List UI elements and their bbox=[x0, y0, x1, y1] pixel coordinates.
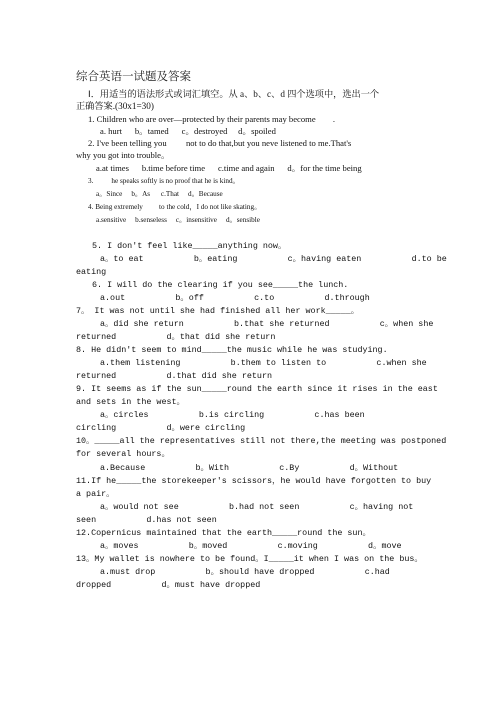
question-7-options-cont: returned d。that did she return bbox=[76, 332, 276, 342]
question-3-text: 3. he speaks softly is no proof that he is kind。 bbox=[88, 177, 240, 185]
question-10-options: a.Because b。With c.By d。Without bbox=[100, 463, 399, 473]
question-1-options: a. hurt b。tamed c。destroyed d。spoiled bbox=[100, 126, 276, 136]
question-2-text: 2. I've been telling you not to do that,but you neve listened to me.That's bbox=[88, 138, 352, 148]
question-13-text: 13。My wallet is nowhere to be found。I_____it when I was on the bus。 bbox=[76, 554, 423, 564]
question-5-text: 5. I don't feel like_____anything now。 bbox=[92, 241, 287, 251]
question-8-options-cont: returned d.that did she return bbox=[76, 371, 273, 381]
question-2-text-cont: why you got into trouble。 bbox=[76, 150, 170, 160]
section-header-line1: Ⅰ．用适当的语法形式或词汇填空。从 a、b、c、d 四个选项中，选出一个 bbox=[88, 89, 380, 99]
question-4-options: a.sensitive b.senseless c。insensitive d。sensible bbox=[96, 216, 260, 224]
question-7-options: a。did she return b.that she returned c。when she bbox=[100, 319, 434, 329]
question-9-options: a。circles b.is circling c.has been bbox=[100, 410, 365, 420]
section-header-line2: 正确答案.(30x1=30) bbox=[76, 101, 154, 111]
question-8-text: 8. He didn't seem to mind_____the music while he was studying. bbox=[76, 345, 388, 355]
question-10-text-cont: for several hours。 bbox=[76, 449, 170, 459]
question-12-options: a。moves b。moved c.moving d。move bbox=[100, 541, 402, 551]
question-6-text: 6. I will do the clearing if you see_____the lunch. bbox=[92, 280, 349, 290]
question-3-options: a。Since b。As c.That d。Because bbox=[96, 190, 223, 198]
question-8-options: a.them listening b.them to listen to c.when she bbox=[100, 358, 427, 368]
question-5-options: a。to eat b。eating c。having eaten d.to be bbox=[100, 254, 447, 264]
page-title: 综合英语一试题及答案 bbox=[76, 69, 191, 83]
question-2-options: a.at times b.time before time c.time and again d。for the time being bbox=[96, 163, 362, 173]
question-1-text: 1. Children who are over—protected by their parents may become . bbox=[88, 114, 335, 124]
question-9-text: 9. It seems as if the sun_____round the earth since it rises in the east bbox=[76, 384, 438, 394]
question-9-text-cont: and sets in the west。 bbox=[76, 397, 185, 407]
question-12-text: 12.Copernicus maintained that the earth_____round the sun。 bbox=[76, 528, 371, 538]
question-5-options-cont: eating bbox=[76, 267, 107, 277]
question-11-options: a。would not see b.had not seen c。having not bbox=[100, 502, 414, 512]
question-6-options: a.out b。off c.to d.through bbox=[100, 293, 370, 303]
question-11-options-cont: seen d.has not seen bbox=[76, 515, 217, 525]
question-9-options-cont: circling d。were circling bbox=[76, 423, 246, 433]
question-7-text: 7。 It was not until she had finished all her work_____。 bbox=[76, 306, 360, 316]
question-10-text: 10。_____all the representatives still not there,the meeting was postponed bbox=[76, 436, 447, 446]
question-13-options-cont: dropped d。must have dropped bbox=[76, 580, 261, 590]
question-11-text-cont: a pair。 bbox=[76, 489, 115, 499]
question-11-text: 11.If he_____the storekeeper's scissors，he would have forgotten to buy bbox=[76, 476, 432, 486]
question-13-options: a.must drop b。should have dropped c.had bbox=[100, 567, 390, 577]
question-4-text: 4. Being extremely to the cold，I do not like skating。 bbox=[88, 203, 262, 211]
